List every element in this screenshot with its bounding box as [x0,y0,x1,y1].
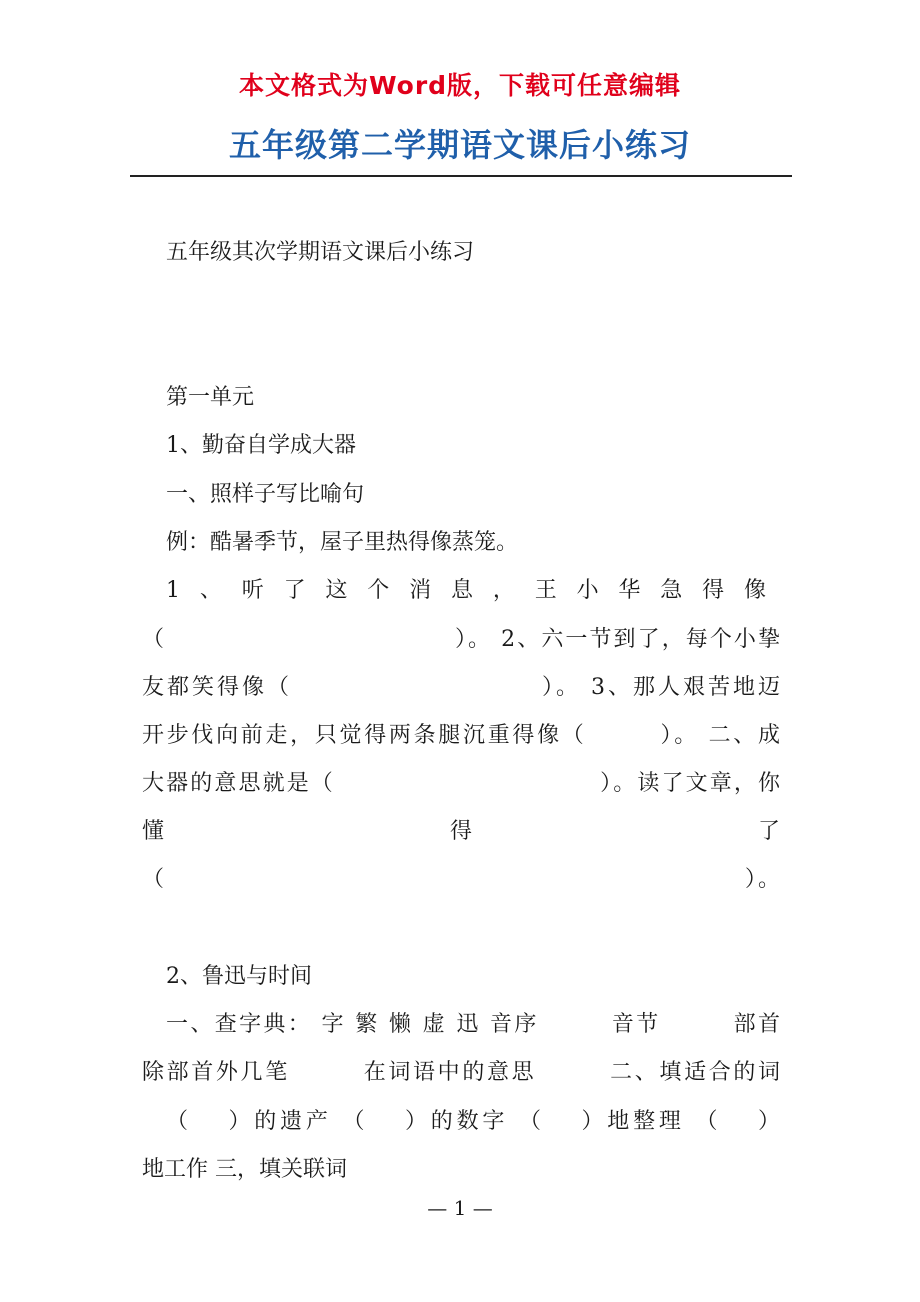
subtitle-line: 五年级其次学期语文课后小练习 [166,240,475,265]
exercise-heading: 一、照样子写比喻句 [166,482,365,507]
lesson-heading: 2、鲁迅与时间 [166,964,312,989]
exercise-line: （ ）的遗产 （ ）的数字 （ ）地整理 （ ） [166,1109,780,1134]
title-underline [130,175,792,177]
question-line: （ ）。 2、六一节到了，每个小挚 [142,627,780,652]
question-line: 大器的意思就是（ ）。读了文章，你 [142,771,780,796]
exercise-line: 地工作 三，填关联词 [142,1157,347,1182]
example-sentence: 例：酷暑季节，屋子里热得像蒸笼。 [166,530,519,555]
question-line: 懂 得 了 [142,819,780,844]
document-title: 五年级第二学期语文课后小练习 [228,126,691,164]
download-banner: 本文格式为Word版，下载可任意编辑 [238,71,682,100]
question-line: 1、听了这个消息，王小华急得像 [166,578,780,603]
lesson-heading: 1、勤奋自学成大器 [166,433,356,458]
unit-heading: 第一单元 [166,385,255,410]
question-line: 友都笑得像（ ）。 3、那人艰苦地迈 [142,675,780,700]
exercise-line: 一、查字典： 字 繁 懒 虚 迅 音序 音节 部首 [166,1012,780,1037]
exercise-line: 除部首外几笔 在词语中的意思 二、填适合的词 [142,1060,780,1085]
question-line: （ ）。 [142,867,780,892]
question-line: 开步伐向前走，只觉得两条腿沉重得像（ ）。 二、成 [142,723,780,748]
page-number: — 1 — [427,1196,493,1220]
